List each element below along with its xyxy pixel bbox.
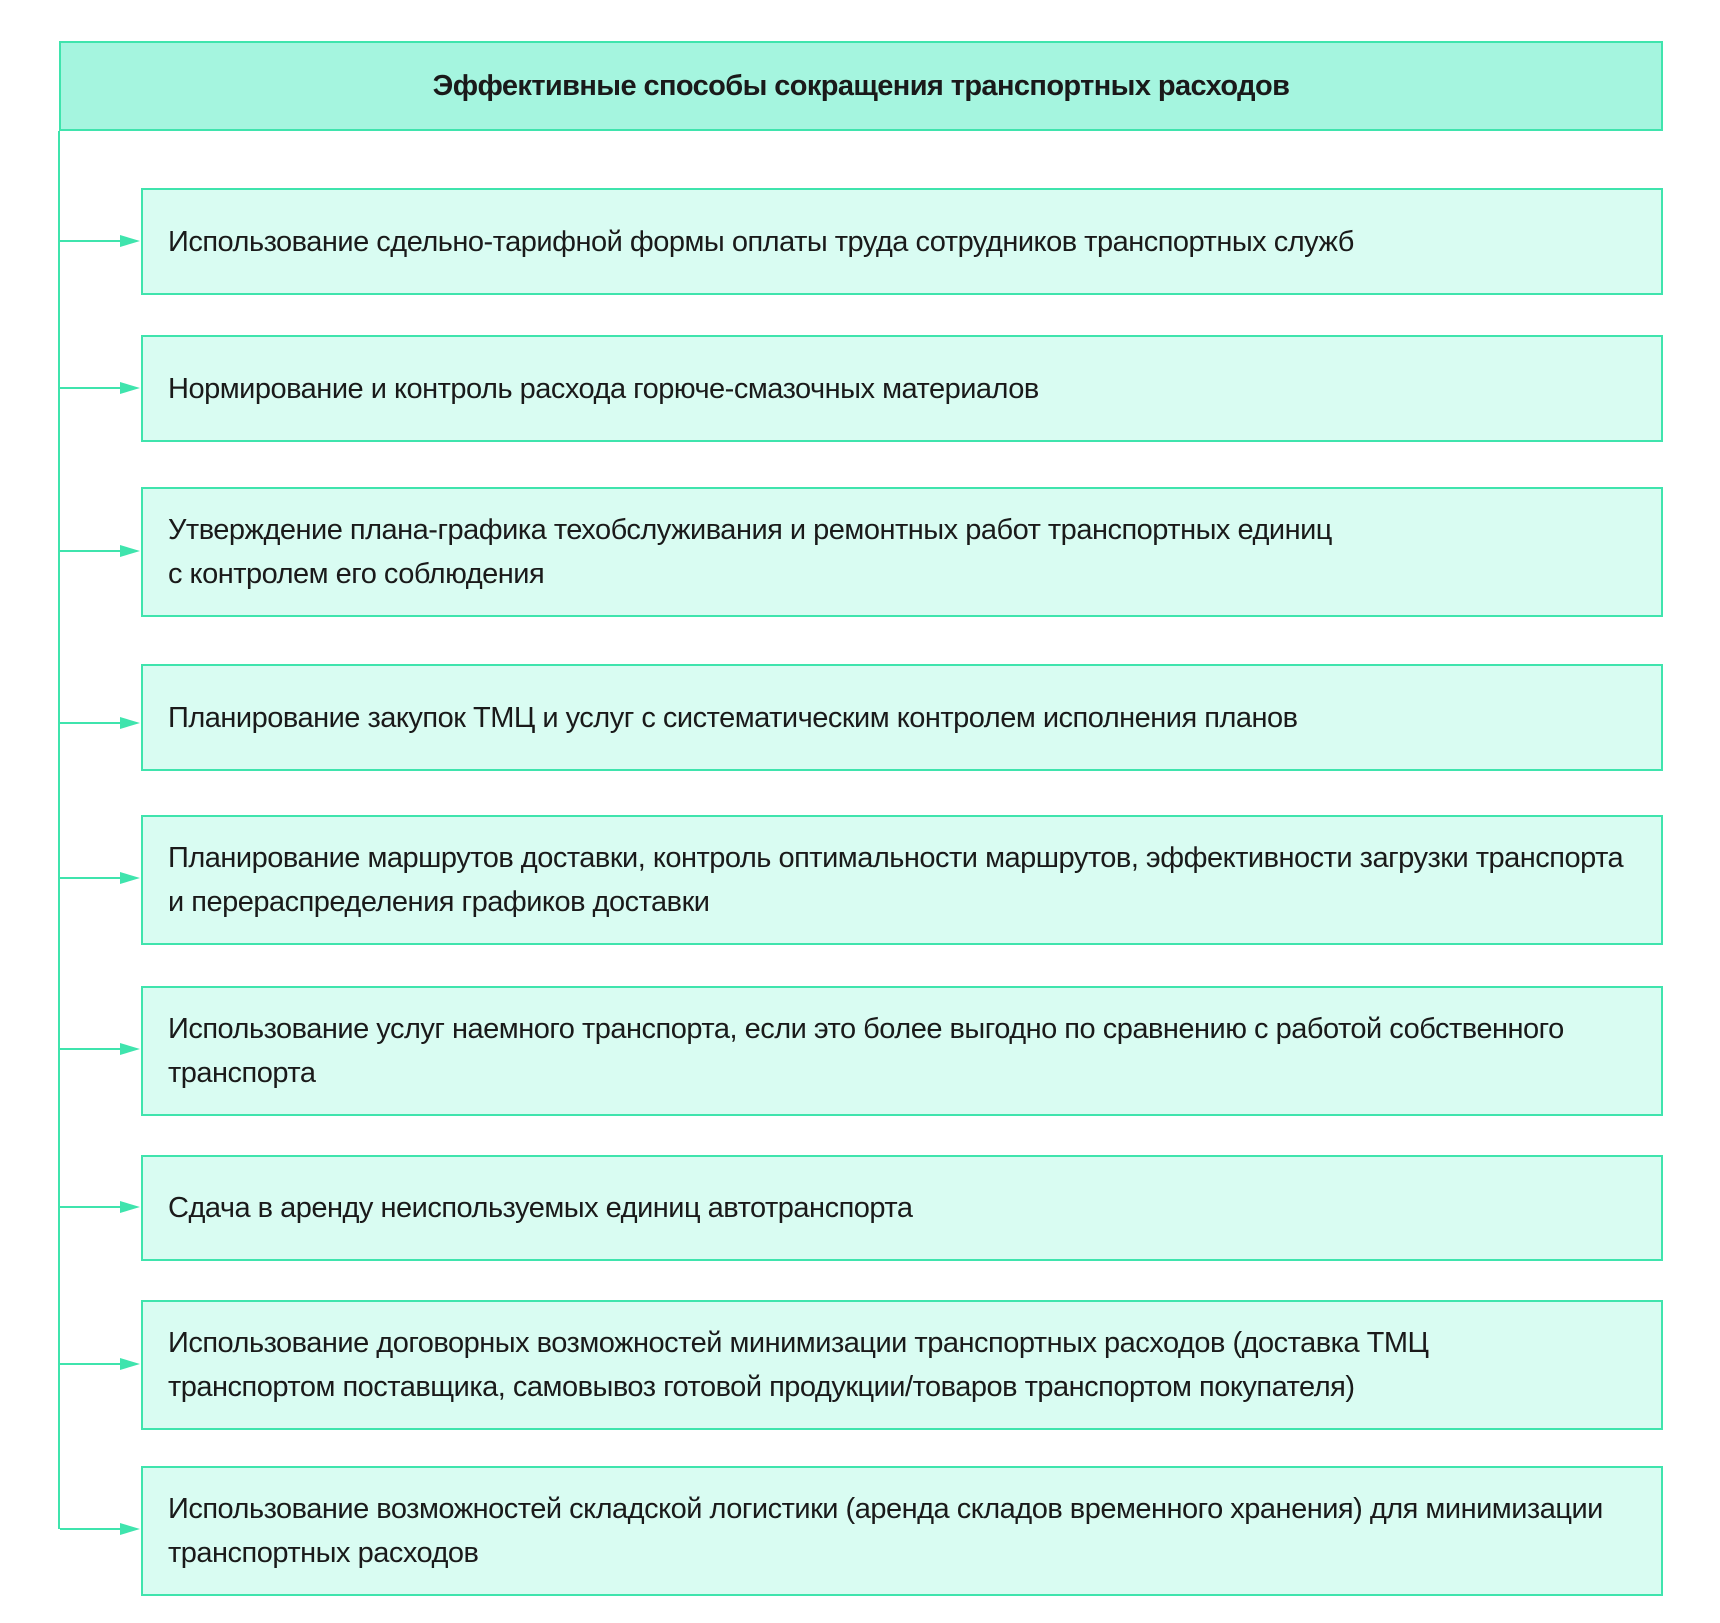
item-box — [141, 664, 1663, 771]
connector-arrow-5 — [60, 868, 142, 888]
item-box — [141, 335, 1663, 442]
item-box — [141, 815, 1663, 945]
connector-arrow-6 — [60, 1039, 142, 1059]
item-text: Планирование маршрутов доставки, контроль оптимальности маршрутов, эффективности загрузки транспорта и перераспределения графиков доставки — [168, 842, 1624, 918]
diagram-title: Эффективные способы сокращения транспортных расходов — [432, 69, 1290, 102]
item-text: Использование возможностей складской логистики (аренда складов временного хранения) для минимизации транспортных расходов — [168, 1493, 1603, 1569]
connector-arrow-2 — [60, 378, 142, 398]
connector-arrow-3 — [60, 541, 142, 561]
connector-arrow-4 — [60, 713, 142, 733]
item-box — [141, 986, 1663, 1116]
item-text: Нормирование и контроль расхода горюче-смазочных материалов — [168, 372, 1039, 405]
item-text: Сдача в аренду неиспользуемых единиц автотранспорта — [168, 1192, 913, 1224]
connector-arrow-1 — [60, 231, 142, 251]
item-text: Использование договорных возможностей минимизации транспортных расходов (доставка ТМЦ транспортом поставщика, самовывоз готовой продукции/товаров транспортом покупателя) — [168, 1327, 1429, 1403]
item-text: Утверждение плана-графика техобслуживания и ремонтных работ транспортных единиц с контролем его соблюдения — [168, 514, 1332, 590]
item-box — [141, 1466, 1663, 1596]
item-box — [141, 1155, 1663, 1261]
connector-arrow-9 — [60, 1519, 142, 1539]
connector-trunk — [58, 131, 60, 1529]
item-text: Использование услуг наемного транспорта, если это более выгодно по сравнению с работой собственного транспорта — [168, 1013, 1564, 1089]
item-text: Планирование закупок ТМЦ и услуг с систематическим контролем исполнения планов — [168, 701, 1298, 734]
item-text: Использование сдельно-тарифной формы оплаты труда сотрудников транспортных служб — [168, 225, 1354, 258]
diagram-header — [59, 41, 1663, 131]
item-box — [141, 1300, 1663, 1430]
item-box — [141, 188, 1663, 295]
item-box — [141, 487, 1663, 617]
connector-arrow-7 — [60, 1197, 142, 1217]
connector-arrow-8 — [60, 1354, 142, 1374]
